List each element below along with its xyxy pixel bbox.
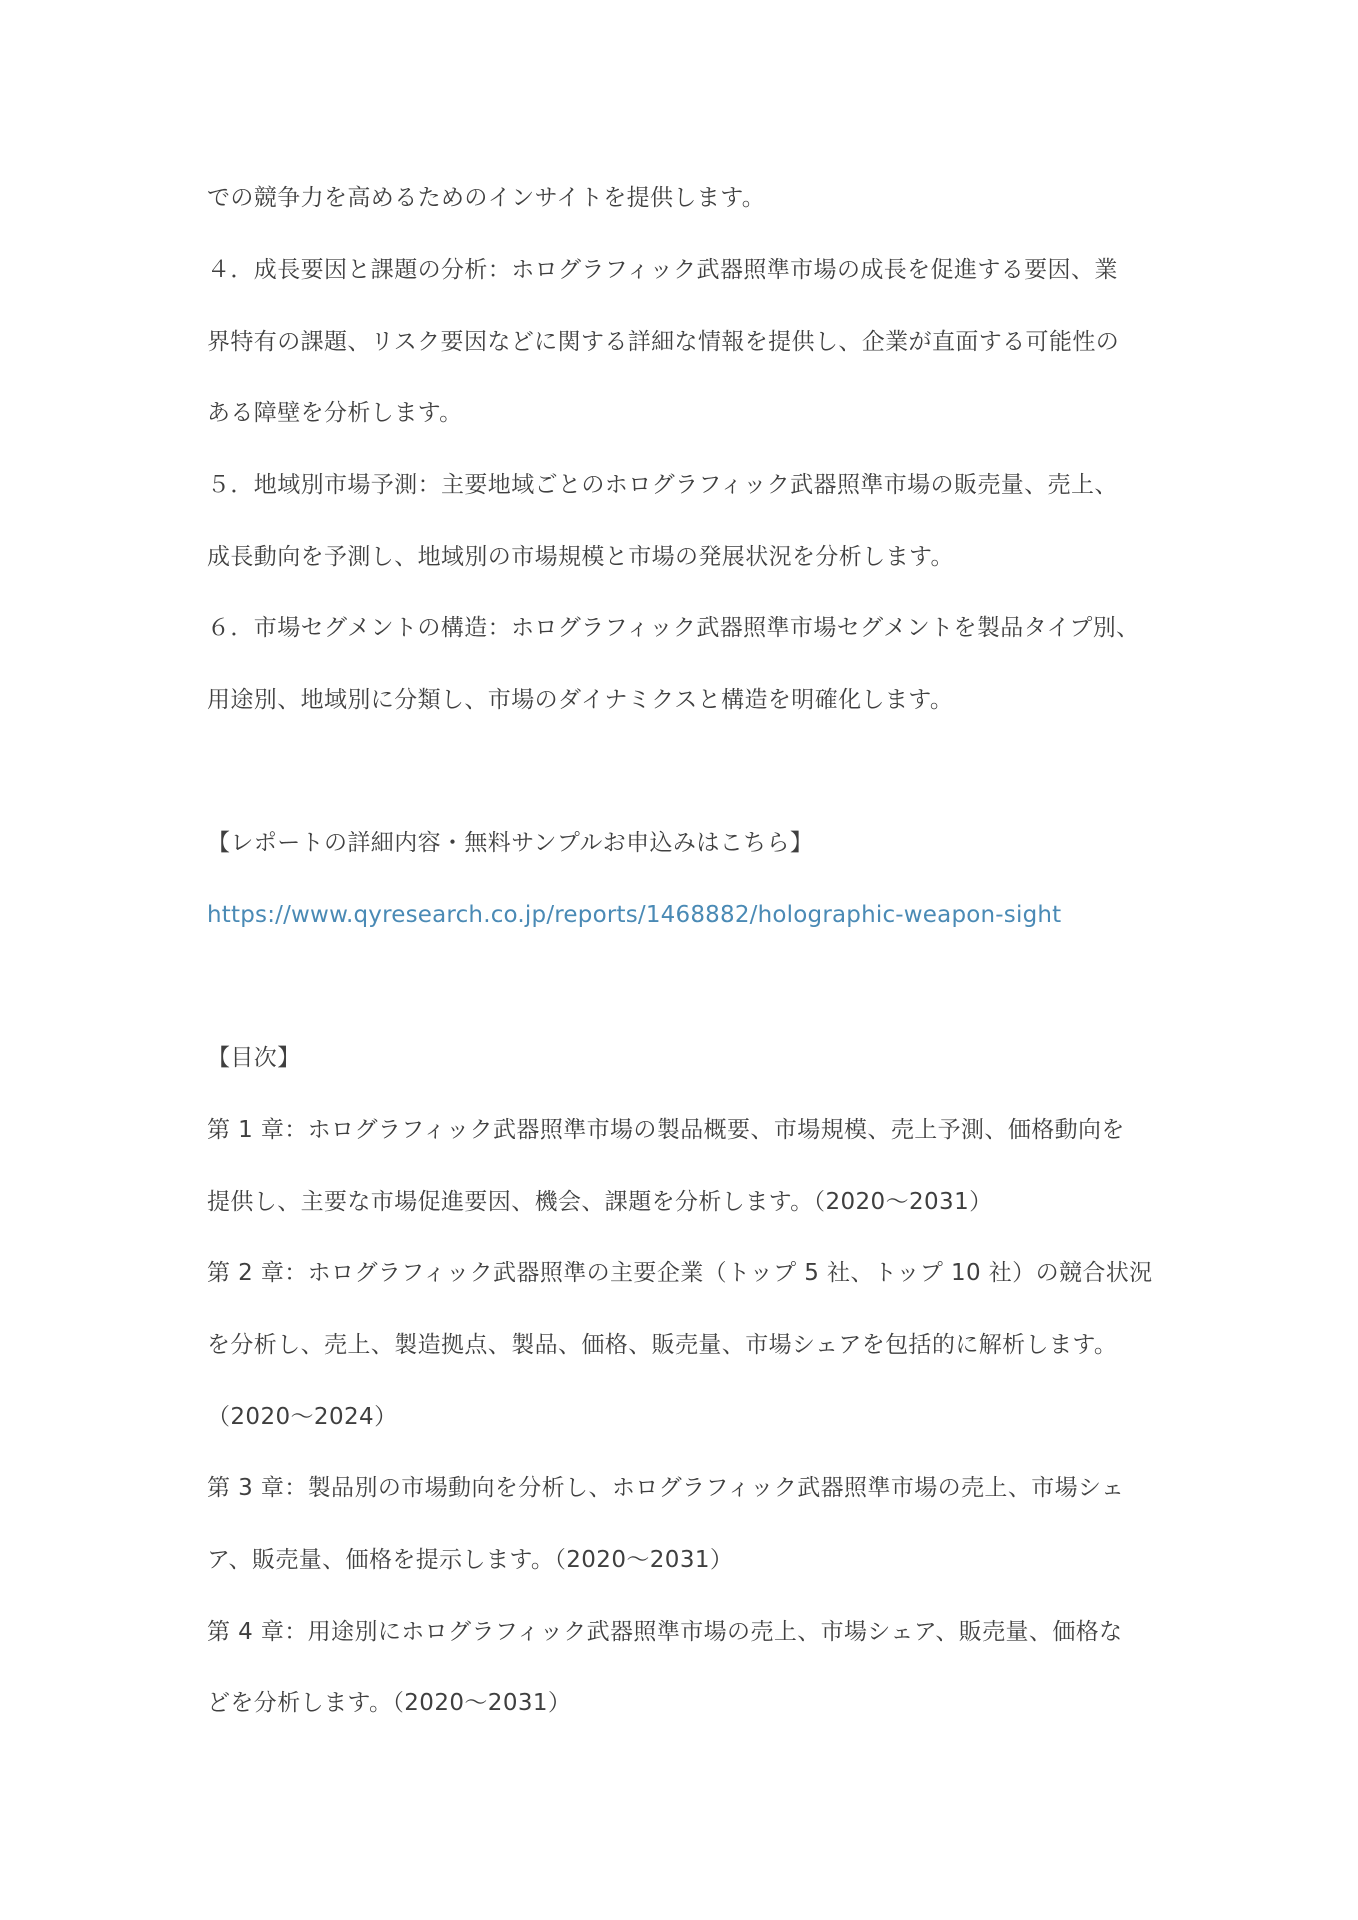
toc-line: 提供し、主要な市場促進要因、機会、課題を分析します。（2020～2031） — [207, 1189, 993, 1215]
toc-line: （2020～2024） — [207, 1404, 398, 1430]
toc-chapter-2-line: 第 2 章：ホログラフィック武器照準の主要企業（トップ 5 社、トップ 10 社）の競合状況 — [207, 1260, 1153, 1286]
toc-line: ア、販売量、価格を提示します。（2020～2031） — [207, 1547, 734, 1573]
body-line: ある障壁を分析します。 — [207, 400, 463, 426]
toc-chapter-4-line: 第 4 章：用途別にホログラフィック武器照準市場の売上、市場シェア、販売量、価格な — [207, 1619, 1123, 1645]
body-line: 用途別、地域別に分類し、市場のダイナミクスと構造を明確化します。 — [207, 687, 954, 713]
report-link[interactable]: https://www.qyresearch.co.jp/reports/1468882/holographic-weapon-sight — [207, 902, 1062, 928]
toc-line: どを分析します。（2020～2031） — [207, 1690, 572, 1716]
body-line: 成長動向を予測し、地域別の市場規模と市場の発展状況を分析します。 — [207, 544, 954, 570]
body-line: 界特有の課題、リスク要因などに関する詳細な情報を提供し、企業が直面する可能性の — [207, 329, 1120, 355]
section-6-line: ６．市場セグメントの構造：ホログラフィック武器照準市場セグメントを製品タイプ別、 — [207, 615, 1140, 641]
toc-chapter-3-line: 第 3 章：製品別の市場動向を分析し、ホログラフィック武器照準市場の売上、市場シェ — [207, 1475, 1125, 1501]
report-heading: 【レポートの詳細内容・無料サンプルお申込みはこちら】 — [207, 830, 814, 856]
toc-line: を分析し、売上、製造拠点、製品、価格、販売量、市場シェアを包括的に解析します。 — [207, 1332, 1118, 1358]
section-4-line: ４．成長要因と課題の分析：ホログラフィック武器照準市場の成長を促進する要因、業 — [207, 257, 1118, 283]
body-line: での競争力を高めるためのインサイトを提供します。 — [207, 185, 766, 211]
section-5-line: ５．地域別市場予測：主要地域ごとのホログラフィック武器照準市場の販売量、売上、 — [207, 472, 1118, 498]
toc-chapter-1-line: 第 1 章：ホログラフィック武器照準市場の製品概要、市場規模、売上予測、価格動向を — [207, 1117, 1125, 1143]
toc-heading: 【目次】 — [207, 1045, 301, 1071]
